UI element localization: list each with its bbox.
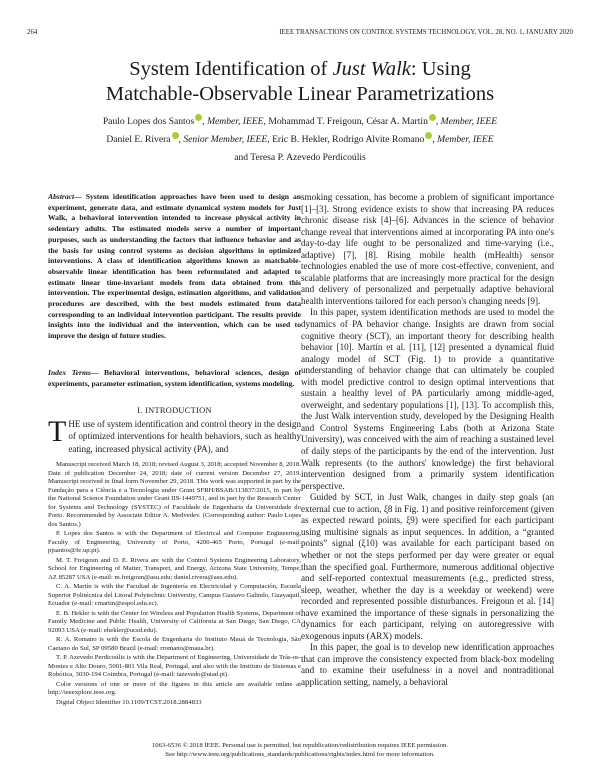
right-column: [301, 192, 554, 689]
drop-cap: T: [48, 415, 67, 448]
author-list: Paulo Lopes dos Santos , Member, IEEE, Mohammad T. Freigoun, César A. Martín , Member, IEEE Daniel E. Rivera , Senior Member, IEEE, Eric B. Hekler, Rodrigo Alvite Romano , Member, IEEE and Teresa P. Azevedo Perdicoúlis: [102, 116, 498, 163]
footnote: R. A. Romano is with the Escola de Engenharia do Instituto Mauá de Tecnologia, São Caetano do Sul, SP 09580 Brazil (e-mail: rromano@maua.br).: [48, 636, 301, 652]
index-terms-label: Index Terms: [48, 368, 91, 377]
footnote: Manuscript received March 18, 2018; revised August 3, 2018; accepted November 8, 2018. Date of publication December 24, 2018; date of current version December 27, 2019. Manuscript received in final form November 29, 2018. This work was supported in part by the Fundação para a Ciência e a Tecnologia under Grant SFRH/BSAB/113837/2015, in part by the National Science Foundation under Grant IIS-1449751, and in part by the Research Center for Systems and Technology (SYSTEC) of Faculdade de Engenharia da Universidade do Porto. Recommended by Associate Editor A. Medvedev. (Corresponding author: Paulo Lopes dos Santos.): [48, 461, 302, 528]
intro-paragraph: THE use of system identification and control theory in the design of optimized interventions for health behaviors, such as healthy eating, increased physical activity (PA), and: [48, 415, 301, 454]
copyright-footer: 1063-6536 © 2018 IEEE. Personal use is permitted, but republication/redistribution requires IEEE permission. See http://www.ieee.org/publications_standards/publications/rights/index.html for more information.: [151, 742, 449, 758]
paragraph: In this paper, the goal is to develop new identification approaches that can improve the consistency expected from black-box modeling and to examine their usefulness in a novel and nontraditional application setting, namely, a behavioral: [301, 642, 554, 687]
paragraph: Guided by SCT, in Just Walk, changes in daily step goals (an external cue to action, ξ8 in Fig. 1) and positive reinforcement (given as expected reward points, ξ9) were specified for each participant using multisine signals as input sequences. In addition, a “granted points” signal (ξ10) was available for each participant based on whether or not the steps performed per day were greater or equal than the specified goal. Furthermore, numerous additional objective and self-reported contextual measurements (e.g., predicted stress, sleep, weather, whether the day is a weekday or weekend) were recorded and represented possible disturbances. Freigoun et al. [14] have examined the importance of these signals in personalizing the dynamics for each participant, relying on autoregressive with exogenous inputs (ARX) models.: [301, 492, 554, 641]
paper-title: [0, 57, 600, 107]
page-number: 264: [27, 29, 38, 36]
abstract: [48, 192, 301, 342]
paragraph: In this paper, system identification methods are used to model the dynamics of PA behavior change. Insights are drawn from social cognitive theory (SCT), an important theory for describing health behavior [10]. Martín et al. [11], [12] presented a dynamical fluid analogy model of SCT (Fig. 1) to provide a quantitative understanding of behavior change that can ultimately be coupled with model predictive control to design optimal interventions that sustain a healthy level of PA particularly among middle-aged, overweight, and sedentary populations [1], [13]. To accomplish this, the Just Walk intervention study, developed by the Designing Health and Control Systems Engineering Labs (both at Arizona State University), was conceived with the aim of reaching a sustained level of daily steps of the participants by the end of the intervention. Just Walk represents (to the authors' knowledge) the first behavioral intervention designed from a primarily system identification perspective.: [301, 307, 554, 491]
title-line-2: Matchable-Observable Linear Parametrizations: [105, 83, 495, 105]
footnote: E. B. Hekler is with the Center for Wireless and Population Health Systems, Department of Family Medicine and Public Health, University of California at San Diego, San Diego, CA 92093 USA (e-mail: ehekler@ucsd.edu).: [48, 609, 301, 634]
footnote: C. A. Martín is with the Facultad de Ingeniería en Electricidad y Computación, Escuela Superior Politécnica del Litoral Polytechnic University, Campus Gustavo Galindo, Guayaquil, Ecuador (e-mail: cmartin@espol.edu.ec).: [48, 583, 301, 607]
index-terms-text: — Behavioral interventions, behavioral sciences, design of experiments, parameter estimation, system identification, systems modeling.: [48, 368, 301, 388]
footnote: Digital Object Identifier 10.1109/TCST.2018.2884833: [56, 698, 202, 706]
abstract-text: — System identification approaches have been used to design an experiment, generate data, and estimate dynamical system models for Just Walk, a behavioral intervention intended to increase physical activity in sedentary adults. The estimated models serve a number of important purposes, such as understanding the factors that influence behavior and as the basis for using control systems as decision algorithms in optimized interventions. A class of identification algorithms known as matchable-observable linear identification has been reformulated and adapted to estimate linear time-invariant models from data obtained from this intervention. The experimental design, estimation algorithms, and validation procedures are described, with the best models estimated from data corresponding to an individual intervention participant. The results provide insights into the individual and the intervention, which can be used to improve the design of future studies.: [48, 192, 301, 341]
abstract-label: Abstract: [48, 192, 75, 201]
orcid-icon[interactable]: [172, 132, 179, 139]
title-line-1: System Identification of Just Walk: Using: [129, 58, 471, 80]
running-header: [27, 29, 573, 39]
footnote: Color versions of one or more of the figures in this article are available online at http://ieeexplore.ieee.org.: [48, 680, 301, 696]
footnote: T. P. Azevedo Perdicoúlis is with the Department of Engineering, Universidade de Trás-os-Montes e Alto Douro, 5001-801 Vila Real, Portugal, and also with the Instituto de Sistemas e Robótica, 3030-194 Coimbra, Portugal (e-mail: tazevedo@utad.pt).: [48, 654, 301, 678]
orcid-icon[interactable]: [429, 114, 436, 121]
index-terms: [48, 368, 301, 389]
section-heading: I. INTRODUCTION: [137, 406, 212, 415]
footnotes: [48, 461, 301, 708]
paragraph: smoking cessation, has become a problem of significant importance [1]–[3]. Strong evidence exists to show that increasing PA reduces chronic disease risk [4]–[6]. Advances in the science of behavior change reveal that interventions aimed at incorporating PA into one's day-to-day life ought to be personalized and time-varying (i.e., adaptive) [7], [8]. Rising mobile health (mHealth) sensor technologies enabled the use of more cost-effective, convenient, and scalable platforms that are increasingly more practical for the design and delivery of personalized and perpetually adaptive behavioral health interventions tailored for each person's changing needs [9].: [301, 192, 554, 306]
footnote: M. T. Freigoun and D. E. Rivera are with the Control Systems Engineering Laboratory, School for Engineering of Matter, Transport, and Energy, Arizona State University, Tempe, AZ 85287 USA (e-mail: m.freigoun@asu.edu; daniel.rivera@asu.edu).: [48, 556, 301, 581]
journal-name: IEEE TRANSACTIONS ON CONTROL SYSTEMS TECHNOLOGY, VOL. 28, NO. 1, JANUARY 2020: [279, 29, 573, 36]
footnote: P. Lopes dos Santos is with the Department of Electrical and Computer Engineering, Faculty of Engineering, University of Porto, 4200-465 Porto, Portugal (e-mail: pjsantos@fe.up.pt).: [48, 530, 301, 554]
